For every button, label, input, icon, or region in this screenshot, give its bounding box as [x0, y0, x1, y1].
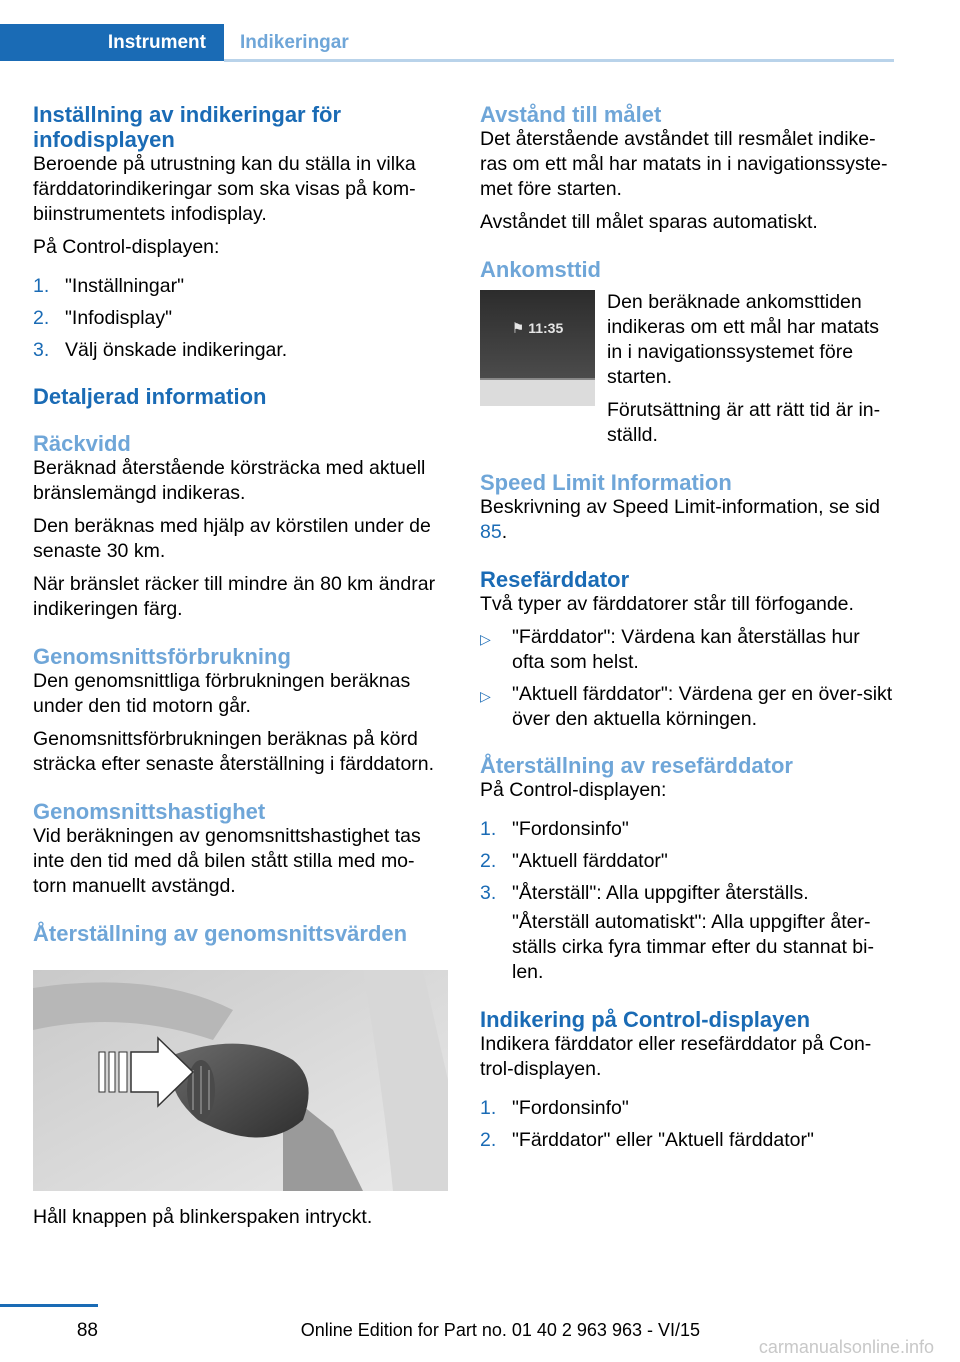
list-item [480, 881, 895, 906]
heading-speed-limit-info: Speed Limit Information [480, 470, 732, 495]
paragraph-control-display: På Control-displayen: [33, 236, 220, 258]
heading-reset-averages: Återställning av genomsnittsvärden [33, 921, 408, 946]
arrival-time-value: 11:35 [528, 320, 564, 336]
heading-range: Räckvidd [33, 431, 131, 456]
list-item [480, 625, 895, 675]
watermark: carmanualsonline.info [758, 1337, 934, 1357]
arrival-time-readout [480, 316, 595, 341]
list-item-text: "Aktuell färddator": Värdena ger en över‐sikt över den aktuella körningen. [512, 683, 893, 730]
list-item [33, 274, 448, 299]
arrival-time-display-image [480, 290, 595, 406]
step-number: 1. [33, 275, 50, 297]
step-number: 2. [480, 1129, 497, 1151]
arrival-text [607, 290, 895, 398]
step-number: 1. [480, 818, 497, 840]
step-number: 3. [480, 882, 497, 904]
paragraph-reset-trip: På Control-displayen: [480, 779, 667, 801]
heading-reset-trip-computer: Återställning av resefärddator [480, 753, 793, 778]
step-text: "Fordonsinfo" [512, 1097, 629, 1119]
triangle-bullet-icon: ▷ [480, 631, 491, 647]
heading-detailed-info: Detaljerad information [33, 384, 267, 409]
settings-steps-list [33, 274, 448, 363]
trip-computer-types-list [480, 625, 895, 732]
display-screen [480, 290, 595, 380]
heading-arrival-time: Ankomsttid [480, 257, 601, 282]
paragraph-distance-2: Avståndet till målet sparas automatiskt. [480, 211, 818, 233]
step-number: 1. [480, 1097, 497, 1119]
list-item [480, 1096, 895, 1121]
paragraph-trip-computer: Två typer av färddatorer står till förfogande. [480, 593, 854, 615]
step-text: Välj önskade indikeringar. [65, 339, 288, 361]
step-number: 3. [33, 339, 50, 361]
reset-steps-list [480, 817, 895, 906]
paragraph-control-display-indication: Indikera färddator eller resefärddator på Con‐trol-displayen. [480, 1033, 872, 1080]
heading-infodisplay-settings: Inställning av indikeringar för infodisplayen [33, 102, 342, 152]
list-item [480, 1128, 895, 1153]
step-text: "Färddator" eller "Aktuell färddator" [512, 1129, 814, 1151]
page-link[interactable]: 85 [480, 521, 502, 543]
paragraph-avg-speed: Vid beräkningen av genomsnittshastighet tas inte den tid med då bilen stått stilla med mo‐torn manuellt avstängd. [33, 825, 421, 897]
step-number: 2. [33, 307, 50, 329]
heading-distance-to-destination: Avstånd till målet [480, 102, 662, 127]
list-item [33, 338, 448, 363]
tab-indikeringar-label: Indikeringar [240, 31, 349, 53]
step-number: 2. [480, 850, 497, 872]
heading-control-display-indication: Indikering på Control-displayen [480, 1007, 811, 1032]
heading-trip-computer: Resefärddator [480, 567, 630, 592]
paragraph-avg-consumption-1: Den genomsnittliga förbrukningen beräknas under den tid motorn går. [33, 670, 411, 717]
footer-rule [0, 1304, 98, 1307]
step-text: "Inställningar" [65, 275, 184, 297]
paragraph-arrival-2: Förutsättning är att rätt tid är in‐ställd. [607, 399, 881, 446]
triangle-bullet-icon: ▷ [480, 688, 491, 704]
control-display-steps-list [480, 1096, 895, 1153]
image-caption: Håll knappen på blinkerspaken intryckt. [33, 1206, 373, 1228]
paragraph-reset-auto: "Återställ automatiskt": Alla uppgifter åter‐ställs cirka fyra timmar efter du stannat bi‐len. [512, 911, 874, 983]
heading-avg-speed: Genomsnittshastighet [33, 799, 266, 824]
paragraph-infodisplay-intro: Beroende på utrustning kan du ställa in vilka färddatorindikeringar som ska visas på kom‐biinstrumentets infodisplay. [33, 153, 416, 225]
step-text: "Infodisplay" [65, 307, 173, 329]
paragraph-range-2: Den beräknas med hjälp av körstilen under de senaste 30 km. [33, 515, 431, 562]
turn-signal-lever-image [33, 970, 448, 1191]
right-column [480, 102, 895, 1160]
flag-icon: ⚑ [511, 320, 529, 336]
paragraph-avg-consumption-2: Genomsnittsförbrukningen beräknas på körd sträcka efter senaste återställning i färddatorn. [33, 728, 435, 775]
left-column [33, 102, 448, 1230]
step-text: "Fordonsinfo" [512, 818, 629, 840]
step-text: "Aktuell färddator" [512, 850, 668, 872]
list-item [480, 817, 895, 842]
paragraph-distance-1: Det återstående avståndet till resmålet indike‐ras om ett mål har matats in i navigationssyste‐met före starten. [480, 128, 888, 200]
list-item [33, 306, 448, 331]
heading-avg-consumption: Genomsnittsförbrukning [33, 644, 291, 669]
tab-instrument [0, 24, 224, 61]
tab-indikeringar [240, 24, 349, 61]
list-item [480, 849, 895, 874]
list-item [480, 682, 895, 732]
paragraph-range-3: När bränslet räcker till mindre än 80 km ändrar indikeringen färg. [33, 573, 436, 620]
edition-text: Online Edition for Part no. 01 40 2 963 963 - VI/15 [300, 1320, 700, 1340]
arrival-block [480, 290, 895, 448]
list-item-text: "Färddator": Värdena kan återställas hur ofta som helst. [512, 626, 860, 673]
page-number: 88 [76, 1320, 98, 1341]
paragraph-arrival-1: Den beräknade ankomsttiden indikeras om ett mål har matats in i navigationssystemet före starten. [607, 291, 880, 388]
header-rule [224, 59, 894, 62]
tab-instrument-label: Instrument [107, 31, 206, 53]
paragraph-speed-limit: Beskrivning av Speed Limit-information, se sid 85. [480, 496, 880, 543]
speed-limit-text: Beskrivning av Speed Limit-information, se sid [480, 496, 880, 518]
paragraph-range-1: Beräknad återstående körsträcka med aktuell bränslemängd indikeras. [33, 457, 426, 504]
step-text: "Återställ": Alla uppgifter återställs. [512, 882, 809, 904]
